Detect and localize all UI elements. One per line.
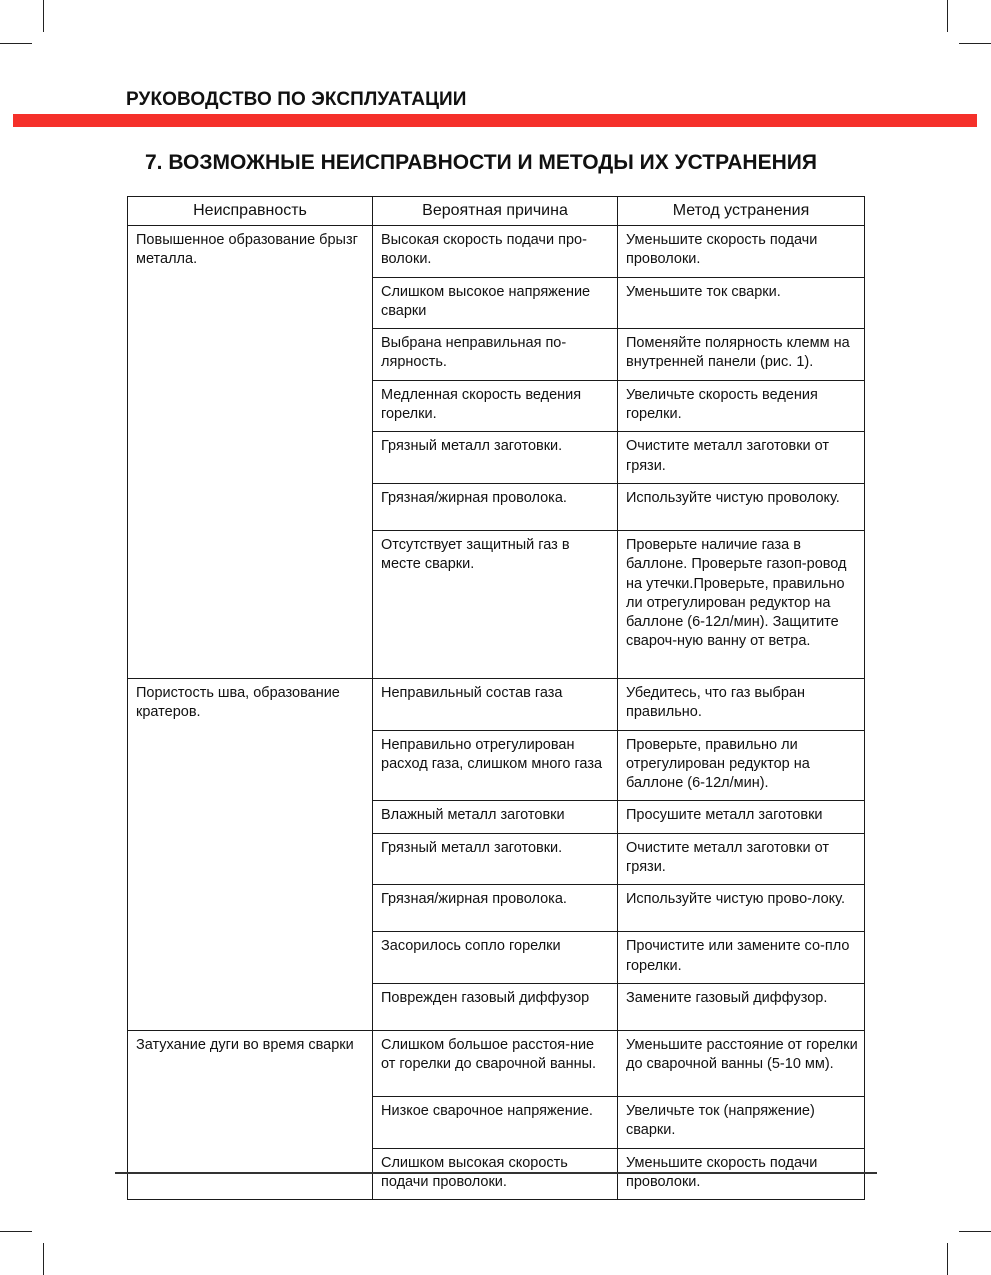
remedy-cell: Используйте чистую прово-локу. xyxy=(618,885,865,932)
cause-cell: Слишком высокое напряжение сварки xyxy=(373,277,618,329)
cause-cell: Неправильно отрегулирован расход газа, слишком много газа xyxy=(373,730,618,801)
remedy-cell: Увеличьте ток (напряжение) сварки. xyxy=(618,1096,865,1148)
crop-mark xyxy=(959,1231,991,1232)
section-title: 7. ВОЗМОЖНЫЕ НЕИСПРАВНОСТИ И МЕТОДЫ ИХ УСТРАНЕНИЯ xyxy=(145,151,817,174)
troubleshooting-table xyxy=(127,196,865,1200)
remedy-cell: Убедитесь, что газ выбран правильно. xyxy=(618,678,865,730)
manual-header-title: РУКОВОДСТВО ПО ЭКСПЛУАТАЦИИ xyxy=(126,89,467,110)
cause-cell: Низкое сварочное напряжение. xyxy=(373,1096,618,1148)
remedy-cell: Прочистите или замените со-пло горелки. xyxy=(618,932,865,984)
remedy-cell: Уменьшите ток сварки. xyxy=(618,277,865,329)
column-header-remedy: Метод устранения xyxy=(618,197,865,226)
column-header-cause: Вероятная причина xyxy=(373,197,618,226)
table-row xyxy=(128,1030,865,1096)
remedy-cell: Просушите металл заготовки xyxy=(618,801,865,833)
cause-cell: Неправильный состав газа xyxy=(373,678,618,730)
table-body xyxy=(128,226,865,1200)
remedy-cell: Используйте чистую проволоку. xyxy=(618,483,865,530)
crop-mark xyxy=(947,1243,948,1275)
cause-cell: Высокая скорость подачи про-волоки. xyxy=(373,226,618,278)
crop-mark xyxy=(947,0,948,32)
cause-cell: Поврежден газовый диффузор xyxy=(373,983,618,1030)
cause-cell: Грязная/жирная проволока. xyxy=(373,885,618,932)
crop-mark xyxy=(43,0,44,32)
remedy-cell: Уменьшите скорость подачи проволоки. xyxy=(618,226,865,278)
crop-mark xyxy=(43,1243,44,1275)
cause-cell: Слишком высокая скорость подачи проволоки. xyxy=(373,1148,618,1200)
crop-mark xyxy=(0,43,32,44)
remedy-cell: Очистите металл заготовки от грязи. xyxy=(618,432,865,484)
cause-cell: Выбрана неправильная по-лярность. xyxy=(373,329,618,381)
cause-cell: Грязный металл заготовки. xyxy=(373,432,618,484)
remedy-cell: Увеличьте скорость ведения горелки. xyxy=(618,380,865,432)
fault-cell: Пористость шва, образование кратеров. xyxy=(128,678,373,1030)
cause-cell: Грязный металл заготовки. xyxy=(373,833,618,885)
cause-cell: Медленная скорость ведения горелки. xyxy=(373,380,618,432)
fault-cell: Затухание дуги во время сварки xyxy=(128,1030,373,1199)
column-header-fault: Неисправность xyxy=(128,197,373,226)
table-row xyxy=(128,678,865,730)
cause-cell: Засорилось сопло горелки xyxy=(373,932,618,984)
fault-cell: Повышенное образование брызг металла. xyxy=(128,226,373,679)
cause-cell: Влажный металл заготовки xyxy=(373,801,618,833)
remedy-cell: Замените газовый диффузор. xyxy=(618,983,865,1030)
cause-cell: Отсутствует защитный газ в месте сварки. xyxy=(373,530,618,678)
cause-cell: Слишком большое расстоя-ние от горелки до сварочной ванны. xyxy=(373,1030,618,1096)
remedy-cell: Поменяйте полярность клемм на внутренней панели (рис. 1). xyxy=(618,329,865,381)
table-header-row xyxy=(128,197,865,226)
remedy-cell: Уменьшите скорость подачи проволоки. xyxy=(618,1148,865,1200)
table-row xyxy=(128,226,865,278)
remedy-cell: Проверьте, правильно ли отрегулирован редуктор на баллоне (6-12л/мин). xyxy=(618,730,865,801)
remedy-cell: Уменьшите расстояние от горелки до сварочной ванны (5-10 мм). xyxy=(618,1030,865,1096)
crop-mark xyxy=(0,1231,32,1232)
crop-mark xyxy=(959,43,991,44)
footer-rule xyxy=(115,1172,877,1174)
remedy-cell: Очистите металл заготовки от грязи. xyxy=(618,833,865,885)
header-accent-bar xyxy=(13,114,977,127)
cause-cell: Грязная/жирная проволока. xyxy=(373,483,618,530)
remedy-cell: Проверьте наличие газа в баллоне. Проверьте газоп-ровод на утечки.Проверьте, правильно ли отрегулирован редуктор на баллоне (6-12л/мин). Защитите свароч-ную ванну от ветра. xyxy=(618,530,865,678)
